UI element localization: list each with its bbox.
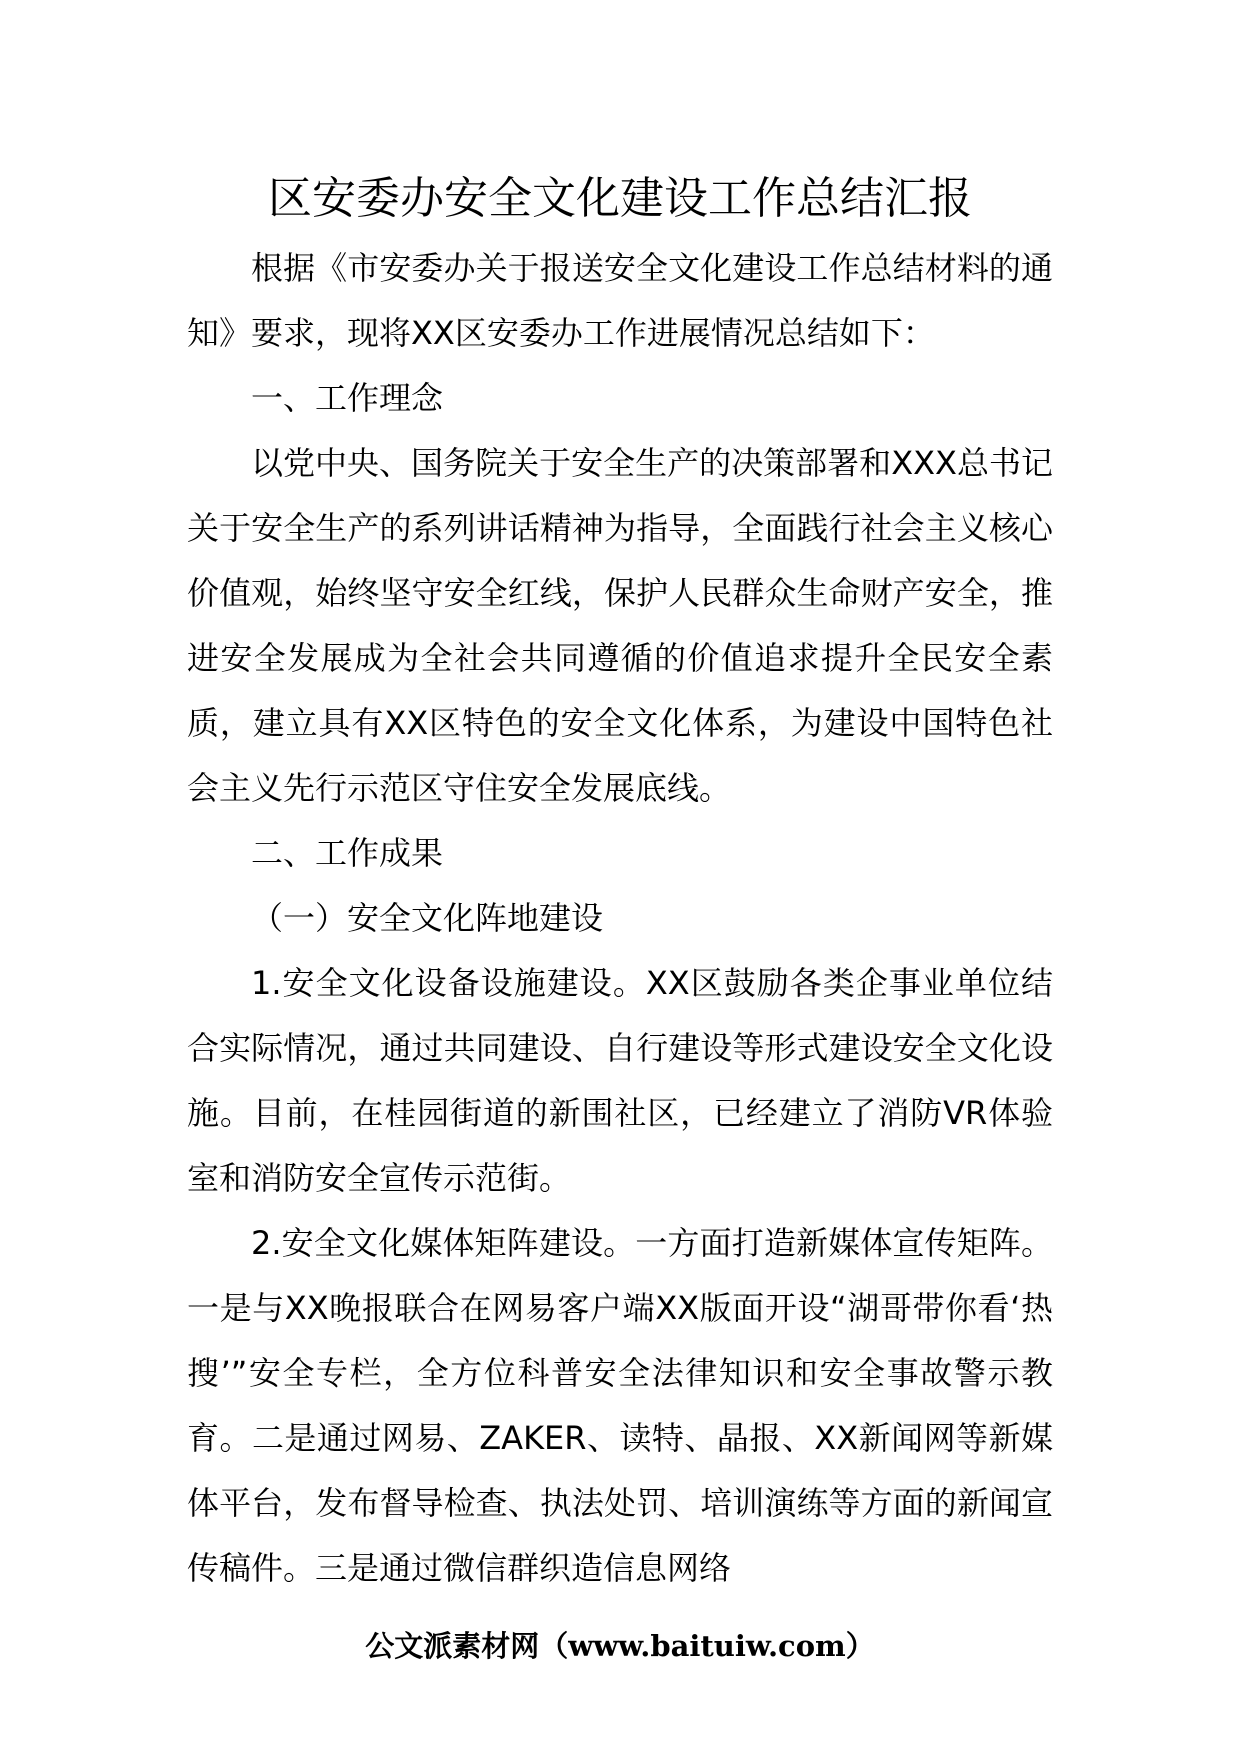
paragraph-intro: 根据《市安委办关于报送安全文化建设工作总结材料的通知》要求，现将XX区安委办工作进展情况总结如下： xyxy=(187,249,1053,352)
subheading-culture-base: （一）安全文化阵地建设 xyxy=(251,899,604,937)
footer-watermark: 公文派素材网（www.baituiw.com） xyxy=(365,1629,875,1663)
paragraph-facilities: 1.安全文化设备设施建设。XX区鼓励各类企事业单位结合实际情况，通过共同建设、自行建设等形式建设安全文化设施。目前，在桂园街道的新围社区，已经建立了消防VR体验室和消防安全宣传示范街。 xyxy=(187,964,1053,1197)
paragraph-work-concept: 以党中央、国务院关于安全生产的决策部署和XXX总书记关于安全生产的系列讲话精神为指导，全面践行社会主义核心价值观，始终坚守安全红线，保护人民群众生命财产安全，推进安全发展成为全社会共同遵循的价值追求提升全民安全素质，建立具有XX区特色的安全文化体系，为建设中国特色社会主义先行示范区守住安全发展底线。 xyxy=(187,444,1053,807)
heading-work-results: 二、工作成果 xyxy=(251,834,444,872)
heading-work-concept: 一、工作理念 xyxy=(251,379,444,417)
document-title: 区安委办安全文化建设工作总结汇报 xyxy=(268,173,972,224)
document-body xyxy=(187,236,1053,1601)
paragraph-media-matrix: 2.安全文化媒体矩阵建设。一方面打造新媒体宣传矩阵。一是与XX晚报联合在网易客户端XX版面开设“湖哥带你看‘热搜’”安全专栏，全方位科普安全法律知识和安全事故警示教育。二是通过网易、ZAKER、读特、晶报、XX新闻网等新媒体平台，发布督导检查、执法处罚、培训演练等方面的新闻宣传稿件。三是通过微信群织造信息网络 xyxy=(187,1224,1053,1587)
